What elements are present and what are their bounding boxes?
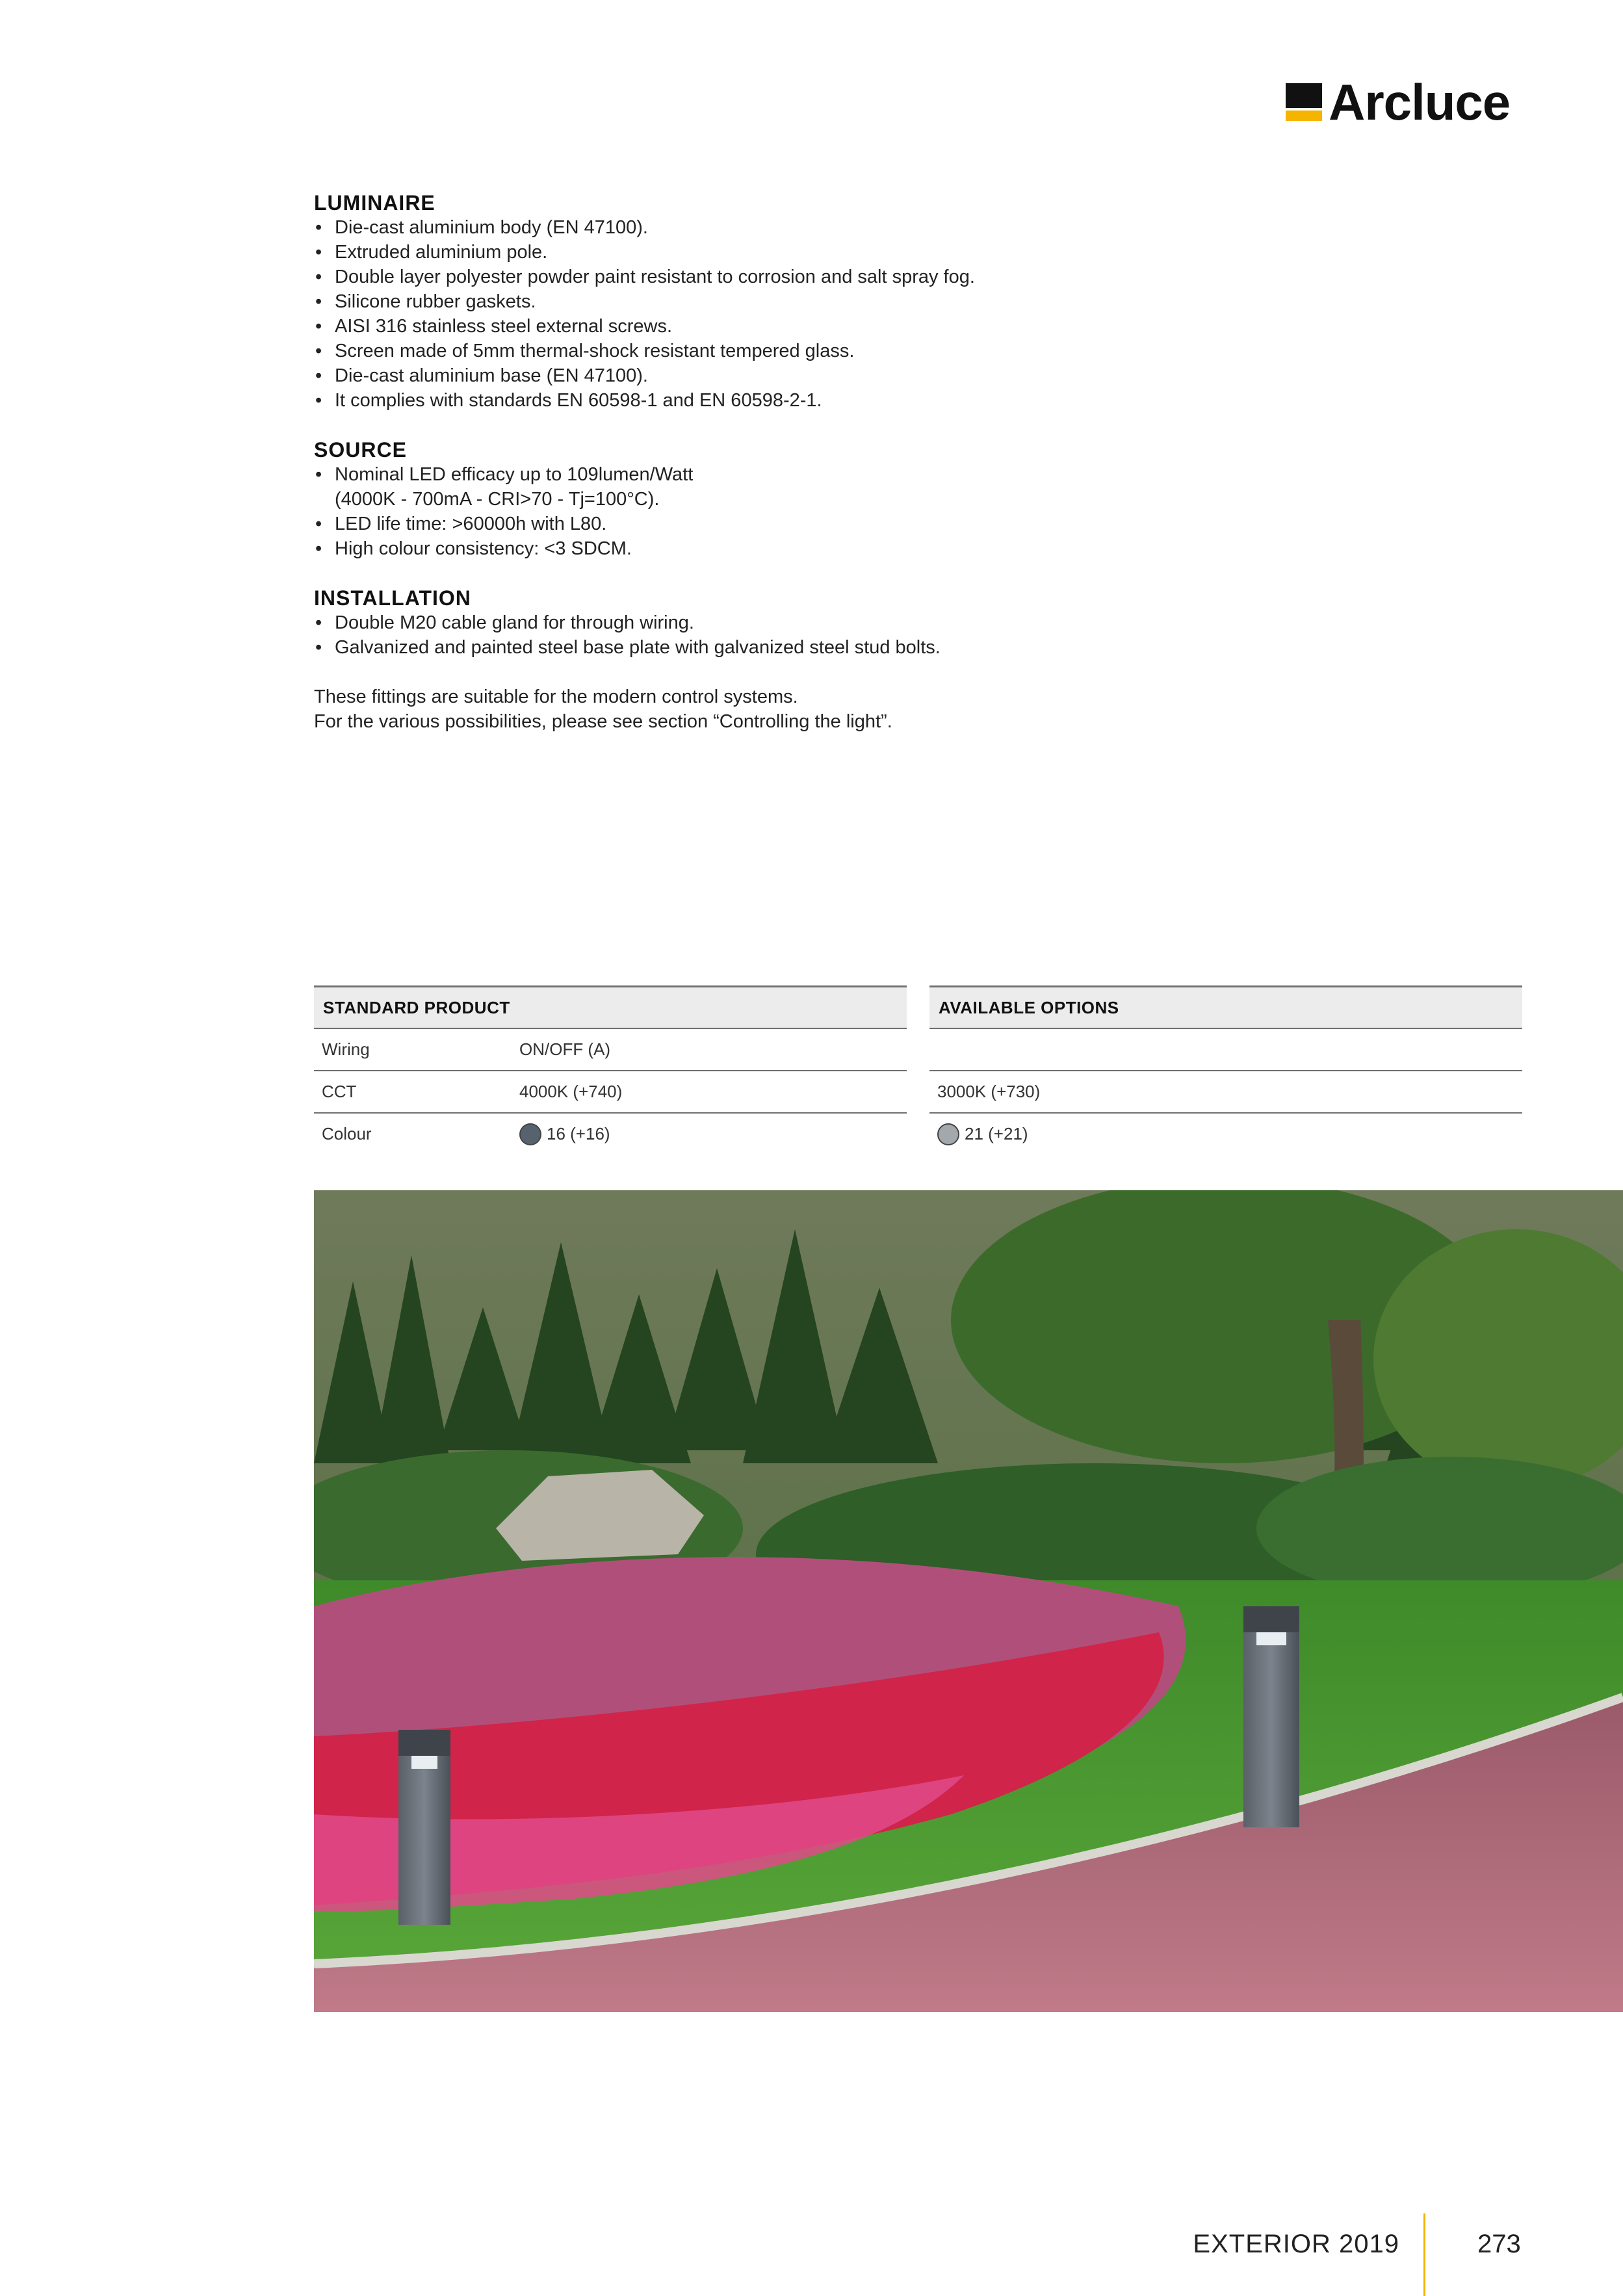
luminaire-heading: LUMINAIRE bbox=[314, 191, 435, 215]
installation-heading: INSTALLATION bbox=[314, 586, 471, 610]
logo-mark-icon bbox=[1286, 83, 1322, 121]
row-value bbox=[519, 1123, 610, 1145]
standard-product-table bbox=[314, 985, 907, 1155]
installation-list bbox=[314, 610, 1224, 660]
wiring-value: ON/OFF (A) bbox=[519, 1039, 611, 1059]
brand-name: Arcluce bbox=[1329, 73, 1511, 131]
luminaire-list bbox=[314, 215, 1224, 413]
colour-value: 21 (+21) bbox=[965, 1124, 1028, 1143]
footer-section-name: EXTERIOR 2019 bbox=[1193, 2230, 1399, 2258]
installation-section bbox=[314, 586, 1224, 660]
list-item bbox=[314, 462, 1224, 512]
table-row bbox=[929, 1029, 1522, 1071]
footer-divider bbox=[1423, 2213, 1425, 2296]
spec-text bbox=[314, 190, 1224, 734]
list-item: • LED life time: >60000h with L80. bbox=[314, 512, 1224, 536]
row-value: 3000K (+730) bbox=[937, 1082, 1041, 1101]
table-row bbox=[314, 1071, 907, 1114]
list-item: • Die-cast aluminium base (EN 47100). bbox=[314, 363, 1224, 388]
cct-value: 4000K (+740) bbox=[519, 1082, 623, 1101]
row-value bbox=[519, 1039, 610, 1060]
colour-swatch-16 bbox=[519, 1123, 541, 1145]
note-line: These fittings are suitable for the modern control systems. bbox=[314, 686, 798, 707]
row-value bbox=[519, 1082, 622, 1102]
luminaire-section bbox=[314, 190, 1224, 413]
list-item-line: • Nominal LED efficacy up to 109lumen/Watt bbox=[335, 464, 694, 485]
list-item: • High colour consistency: <3 SDCM. bbox=[314, 536, 1224, 561]
row-label: CCT bbox=[322, 1082, 357, 1101]
list-item-line: (4000K - 700mA - CRI>70 - Tj=100°C). bbox=[335, 489, 660, 510]
source-list bbox=[314, 462, 1224, 561]
table-header: STANDARD PRODUCT bbox=[314, 987, 907, 1029]
garden-bollard-photo bbox=[314, 1190, 1623, 2012]
table-row bbox=[314, 1029, 907, 1071]
list-item: • Die-cast aluminium body (EN 47100). bbox=[314, 215, 1224, 240]
list-item: • Galvanized and painted steel base plate with galvanized steel stud bolts. bbox=[314, 635, 1224, 660]
colour-swatch-21 bbox=[937, 1123, 959, 1145]
table-row bbox=[929, 1114, 1522, 1155]
list-item: • Double layer polyester powder paint resistant to corrosion and salt spray fog. bbox=[314, 265, 1224, 289]
available-options-table bbox=[929, 985, 1522, 1155]
row-value bbox=[929, 1123, 1028, 1145]
list-item: • AISI 316 stainless steel external screws. bbox=[314, 314, 1224, 339]
source-heading: SOURCE bbox=[314, 438, 407, 462]
row-label: Wiring bbox=[322, 1039, 370, 1059]
list-item: • It complies with standards EN 60598-1 and EN 60598-2-1. bbox=[314, 388, 1224, 413]
source-section bbox=[314, 437, 1224, 561]
colour-value: 16 (+16) bbox=[547, 1124, 610, 1143]
photo-illustration bbox=[314, 1190, 1623, 2012]
table-row bbox=[314, 1114, 907, 1155]
row-label: Colour bbox=[322, 1124, 372, 1143]
table-row bbox=[929, 1071, 1522, 1114]
table-header: AVAILABLE OPTIONS bbox=[929, 987, 1522, 1029]
list-item: • Extruded aluminium pole. bbox=[314, 240, 1224, 265]
list-item: • Screen made of 5mm thermal-shock resistant tempered glass. bbox=[314, 339, 1224, 363]
page-number: 273 bbox=[1477, 2230, 1521, 2258]
list-item: • Double M20 cable gland for through wiring. bbox=[314, 610, 1224, 635]
list-item: • Silicone rubber gaskets. bbox=[314, 289, 1224, 314]
control-note bbox=[314, 685, 1224, 734]
brand-logo bbox=[1286, 73, 1511, 131]
note-line: For the various possibilities, please see section “Controlling the light”. bbox=[314, 711, 892, 732]
